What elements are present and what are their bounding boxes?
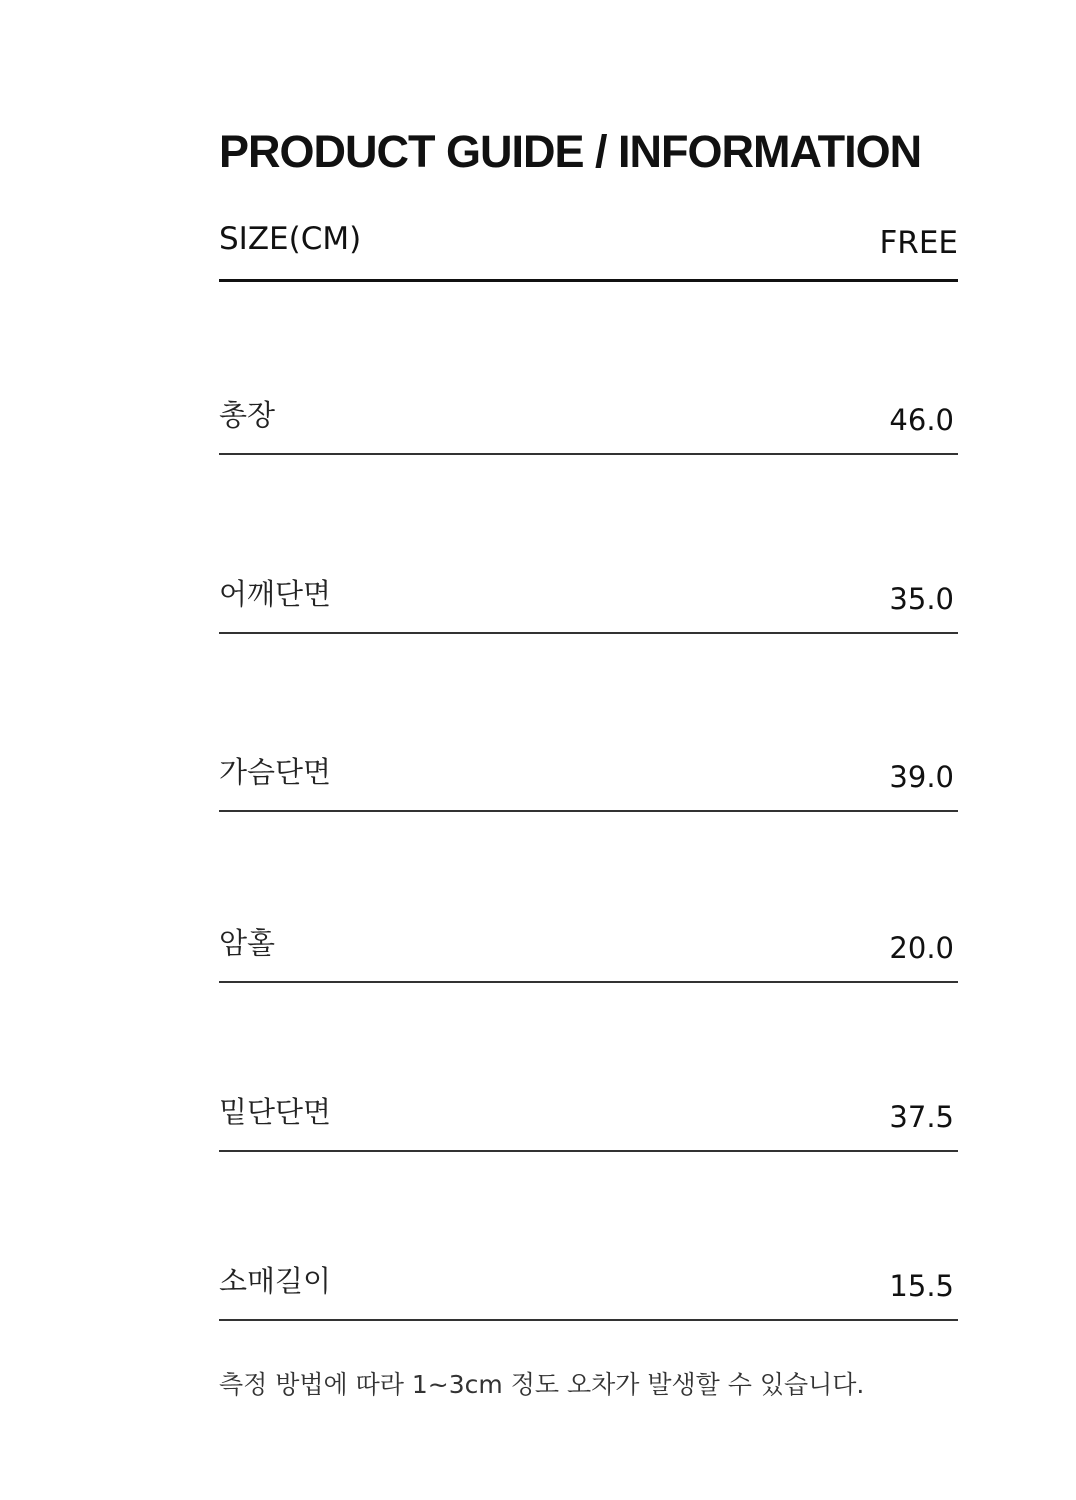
product-guide: [219, 0, 958, 1500]
size-row-sleeve: [219, 1259, 958, 1321]
row-label: 밑단단면: [219, 1095, 332, 1129]
size-header-label: SIZE(CM): [219, 221, 362, 257]
size-row-chest: [219, 750, 958, 812]
row-label: 소매길이: [219, 1264, 332, 1298]
row-value: 46.0: [889, 403, 954, 437]
row-value: 20.0: [889, 931, 954, 965]
row-value: 15.5: [889, 1269, 954, 1303]
size-row-shoulder: [219, 572, 958, 634]
size-row-hem: [219, 1090, 958, 1152]
size-header-row: [219, 215, 958, 282]
row-label: 어깨단면: [219, 577, 332, 611]
row-label: 총장: [219, 398, 276, 432]
row-value: 35.0: [889, 582, 954, 616]
size-row-total-length: [219, 393, 958, 455]
page-title: PRODUCT GUIDE / INFORMATION: [219, 126, 922, 177]
size-header-value: FREE: [879, 225, 958, 261]
row-label: 암홀: [219, 926, 276, 960]
measurement-note: 측정 방법에 따라 1~3cm 정도 오차가 발생할 수 있습니다.: [219, 1370, 865, 1399]
row-label: 가슴단면: [219, 755, 332, 789]
row-value: 39.0: [889, 760, 954, 794]
row-value: 37.5: [889, 1100, 954, 1134]
size-row-armhole: [219, 921, 958, 983]
